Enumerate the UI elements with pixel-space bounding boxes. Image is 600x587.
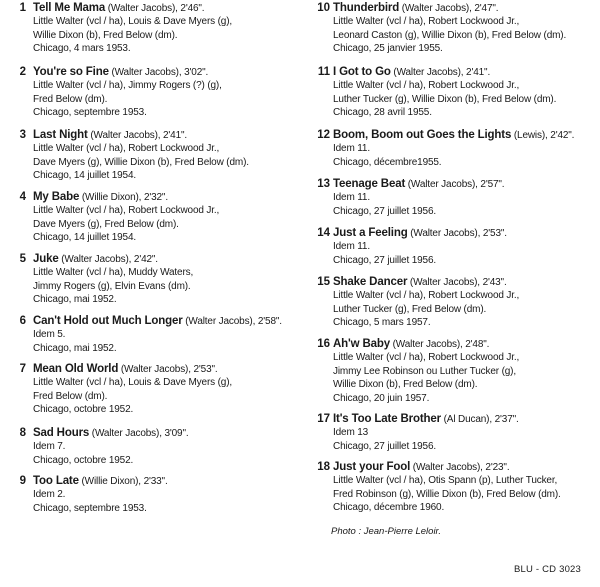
track-composer: (Walter Jacobs), (118, 364, 194, 375)
track-personnel-line: Fred Below (dm). (33, 390, 108, 402)
track-number: 17 (317, 413, 330, 425)
track-personnel-line: Willie Dixon (b), Fred Below (dm). (333, 379, 478, 391)
track-number: 12 (317, 129, 330, 141)
track-composer: (Walter Jacobs), (410, 462, 486, 473)
track-personnel-line: Little Walter (vcl / ha), Louis & Dave Myers (g), (33, 16, 233, 28)
track-personnel-line: Little Walter (vcl / ha), Robert Lockwood Jr., (33, 143, 220, 155)
track-duration: 2'48". (465, 339, 490, 350)
track-composer: (Walter Jacobs), (390, 67, 467, 78)
track-details (33, 191, 219, 245)
track-composer: (Walter Jacobs), (105, 3, 181, 14)
track-number: 15 (317, 276, 330, 288)
track-personnel-line: Little Walter (vcl / ha), Robert Lockwood Jr., (333, 352, 520, 364)
track-personnel-line: Chicago, 25 janvier 1955. (333, 43, 443, 55)
track-personnel-line: Little Walter (vcl / ha), Jimmy Rogers (?) (g), (33, 80, 222, 92)
track-personnel-line: Chicago, 14 juillet 1954. (33, 232, 136, 244)
track-number: 7 (19, 363, 26, 375)
track-details (33, 475, 168, 515)
track-details (333, 276, 519, 330)
track-personnel-line: Idem 7. (33, 441, 66, 453)
track-duration: 2'46". (180, 3, 205, 14)
track-personnel-line: Chicago, 14 juillet 1954. (33, 170, 136, 182)
track-personnel-line: Luther Tucker (g), Fred Below (dm). (333, 303, 487, 315)
track-personnel-line: Idem 11. (333, 143, 370, 155)
track-personnel-line: Chicago, décembre1955. (333, 156, 442, 168)
track-heading (333, 129, 574, 142)
track-personnel-line: Little Walter (vcl / ha), Robert Lockwood Jr., (333, 80, 520, 92)
track-duration: 3'02". (184, 67, 209, 78)
track-details (33, 129, 249, 183)
track-personnel-line: Jimmy Lee Robinson ou Luther Tucker (g), (333, 365, 516, 377)
track-personnel-line: Chicago, 5 mars 1957. (333, 317, 431, 329)
catalog-number: BLU - CD 3023 (514, 564, 582, 575)
track-personnel-line: Chicago, mai 1952. (33, 342, 117, 354)
track-personnel-line: Fred Robinson (g), Willie Dixon (b), Fred Below (dm). (333, 488, 561, 500)
track-details (33, 66, 222, 120)
track-number: 5 (19, 253, 26, 265)
track-personnel-line: Dave Myers (g), Fred Below (dm). (33, 218, 179, 230)
track-details (333, 227, 507, 267)
track-personnel-line: Chicago, 4 mars 1953. (33, 43, 131, 55)
track-title: Can't Hold out Much Longer (33, 315, 183, 327)
track-details (333, 461, 561, 515)
track-number: 10 (317, 2, 330, 14)
track-duration: 2'53". (482, 228, 507, 239)
track-number: 13 (317, 178, 330, 190)
track-heading (33, 191, 219, 204)
track-personnel-line: Little Walter (vcl / ha), Robert Lockwood Jr., (333, 290, 520, 302)
track-heading (33, 315, 282, 328)
track-composer: (Walter Jacobs), (405, 179, 481, 190)
track-details (33, 363, 232, 417)
track-title: Thunderbird (333, 2, 400, 14)
track-heading (33, 427, 188, 440)
track-personnel-line: Willie Dixon (b), Fred Below (dm). (33, 29, 178, 41)
track-personnel-line: Jimmy Rogers (g), Elvin Evans (dm). (33, 280, 191, 292)
track-duration: 2'23". (485, 462, 510, 473)
track-heading (33, 2, 232, 15)
track-duration: 2'43". (482, 277, 507, 288)
track-title: Shake Dancer (333, 276, 408, 288)
track-personnel-line: Chicago, mai 1952. (33, 294, 117, 306)
track-duration: 2'33". (143, 476, 168, 487)
track-number: 9 (19, 475, 26, 487)
track-personnel-line: Chicago, 20 juin 1957. (333, 392, 430, 404)
track-duration: 2'37". (494, 414, 519, 425)
track-title: Last Night (33, 129, 88, 141)
track-heading (333, 338, 519, 351)
track-duration: 2'42". (550, 130, 575, 141)
track-title: It's Too Late Brother (333, 413, 441, 425)
track-personnel-line: Chicago, 27 juillet 1956. (333, 440, 436, 452)
track-composer: (Walter Jacobs), (108, 67, 185, 78)
track-composer: (Walter Jacobs), (89, 428, 165, 439)
track-personnel-line: Chicago, octobre 1952. (33, 454, 134, 466)
track-heading (33, 129, 249, 142)
track-personnel-line: Idem 13 (333, 427, 369, 439)
track-heading (333, 2, 566, 15)
track-personnel-line: Little Walter (vcl / ha), Robert Lockwood Jr., (33, 205, 220, 217)
track-composer: (Walter Jacobs), (389, 339, 466, 350)
track-duration: 2'57". (480, 179, 505, 190)
track-title: Too Late (33, 475, 79, 487)
track-details (33, 253, 193, 307)
track-number: 2 (19, 66, 26, 78)
track-duration: 2'42". (133, 254, 158, 265)
track-heading (33, 363, 232, 376)
track-heading (33, 66, 222, 79)
track-heading (333, 66, 556, 79)
track-number: 16 (317, 338, 330, 350)
track-title: My Babe (33, 191, 80, 203)
track-personnel-line: Idem 2. (33, 489, 66, 501)
track-personnel-line: Little Walter (vcl / ha), Otis Spann (p), Luther Tucker, (333, 475, 558, 487)
track-personnel-line: Idem 11. (333, 192, 370, 204)
track-number: 1 (19, 2, 26, 14)
track-title: Tell Me Mama (33, 2, 106, 14)
track-personnel-line: Chicago, 28 avril 1955. (333, 107, 432, 119)
track-personnel-line: Little Walter (vcl / ha), Robert Lockwood Jr., (333, 16, 520, 28)
track-details (33, 315, 282, 355)
track-composer: (Walter Jacobs), (399, 3, 475, 14)
track-duration: 2'58". (257, 316, 282, 327)
track-heading (333, 413, 519, 426)
track-personnel-line: Leonard Caston (g), Willie Dixon (b), Fred Below (dm). (333, 29, 567, 41)
track-number: 14 (317, 227, 330, 239)
track-number: 4 (19, 191, 26, 203)
track-number: 11 (317, 66, 330, 78)
track-personnel-line: Fred Below (dm). (33, 93, 108, 105)
track-personnel-line: Little Walter (vcl / ha), Louis & Dave Myers (g), (33, 377, 233, 389)
track-personnel-line: Chicago, septembre 1953. (33, 502, 147, 514)
photo-credit: Photo : Jean-Pierre Leloir. (331, 526, 442, 537)
track-personnel-line: Dave Myers (g), Willie Dixon (b), Fred Below (dm). (33, 156, 249, 168)
track-composer: (Willie Dixon), (79, 192, 144, 203)
track-details (33, 427, 188, 467)
track-personnel-line: Chicago, octobre 1952. (33, 404, 134, 416)
track-duration: 2'32". (143, 192, 168, 203)
track-number: 6 (19, 315, 26, 327)
track-details (333, 66, 556, 120)
track-personnel-line: Chicago, 27 juillet 1956. (333, 205, 436, 217)
track-title: Ah'w Baby (333, 338, 390, 350)
track-details (333, 413, 519, 453)
track-title: Just a Feeling (333, 227, 408, 239)
track-details (333, 129, 574, 169)
track-number: 18 (317, 461, 330, 473)
track-number: 3 (19, 129, 26, 141)
track-personnel-line: Chicago, décembre 1960. (333, 502, 445, 514)
track-composer: (Walter Jacobs), (182, 316, 258, 327)
track-composer: (Walter Jacobs), (407, 277, 483, 288)
track-duration: 2'53". (193, 364, 218, 375)
track-title: Mean Old World (33, 363, 119, 375)
track-heading (333, 178, 504, 191)
track-title: Teenage Beat (333, 178, 406, 190)
track-composer: (Lewis), (511, 130, 551, 141)
track-personnel-line: Little Walter (vcl / ha), Muddy Waters, (33, 267, 194, 279)
track-title: You're so Fine (33, 66, 109, 78)
track-composer: (Walter Jacobs), (87, 130, 164, 141)
track-title: Just your Fool (333, 461, 411, 473)
track-heading (333, 276, 519, 289)
track-duration: 3'09". (164, 428, 189, 439)
track-title: Boom, Boom out Goes the Lights (333, 129, 512, 141)
track-details (333, 338, 519, 405)
track-heading (33, 475, 168, 488)
track-composer: (Walter Jacobs), (58, 254, 134, 265)
track-personnel-line: Chicago, 27 juillet 1956. (333, 254, 436, 266)
track-composer: (Walter Jacobs), (407, 228, 483, 239)
track-personnel-line: Luther Tucker (g), Willie Dixon (b), Fred Below (dm). (333, 93, 557, 105)
track-duration: 2'41". (163, 130, 188, 141)
track-heading (333, 461, 561, 474)
track-composer: (Willie Dixon), (78, 476, 144, 487)
track-heading (33, 253, 193, 266)
track-personnel-line: Idem 5. (33, 329, 66, 341)
track-number: 8 (19, 427, 26, 439)
track-personnel-line: Idem 11. (333, 241, 370, 253)
track-details (33, 2, 232, 56)
track-heading (333, 227, 507, 240)
track-duration: 2'47". (474, 3, 499, 14)
track-details (333, 2, 566, 56)
track-title: Sad Hours (33, 427, 90, 439)
track-personnel-line: Chicago, septembre 1953. (33, 107, 147, 119)
track-title: I Got to Go (333, 66, 391, 78)
track-composer: (Al Ducan), (441, 414, 495, 425)
track-title: Juke (33, 253, 59, 265)
track-duration: 2'41". (466, 67, 491, 78)
track-details (333, 178, 504, 218)
